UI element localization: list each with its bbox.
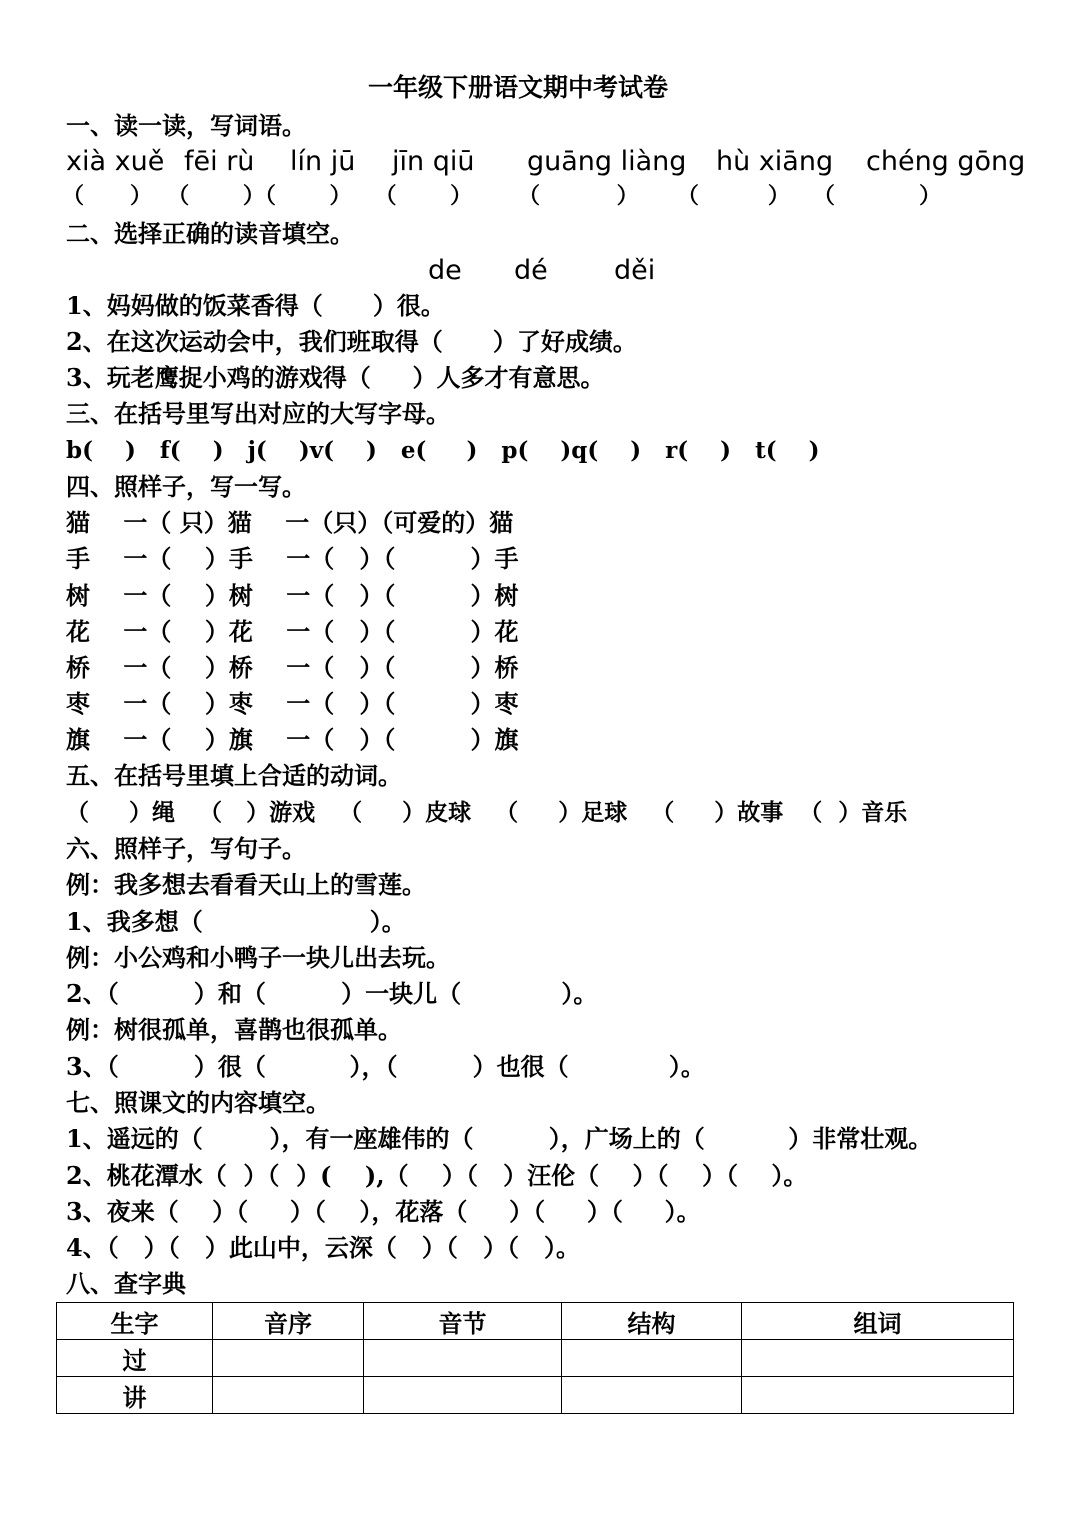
- header-cell: 组词: [742, 1303, 1014, 1340]
- fill-item: 4、（ ）（ ）此山中，云深（ ）（ ）（ ）。: [66, 1233, 581, 1262]
- section-3-heading: 三、在括号里写出对应的大写字母。: [66, 399, 450, 428]
- header-cell: 音节: [364, 1303, 562, 1340]
- section-2-heading: 二、选择正确的读音填空。: [66, 219, 354, 248]
- option-dei: děi: [614, 255, 656, 286]
- pinyin-word: xià xuě: [66, 146, 165, 177]
- example-row: 猫 一（ 只）猫 一（只）（可爱的）猫: [66, 508, 514, 537]
- character-cell: 讲: [57, 1377, 213, 1414]
- verbs-row: （ ）绳 （ ）游戏 （ ）皮球 （ ）足球 （ ）故事 （ ）音乐: [66, 799, 908, 826]
- practice-row: 枣 一（ ）枣 一（ ）（ ）枣: [66, 689, 519, 718]
- question-item: 3、玩老鹰捉小鸡的游戏得（ ）人多才有意思。: [66, 363, 605, 392]
- fill-item: 2、桃花潭水（ ）（ ）( ),（ ）（ ）汪伦（ ）（ ）（ ）。: [66, 1161, 808, 1190]
- character-cell: 过: [57, 1340, 213, 1377]
- section-5-heading: 五、在括号里填上合适的动词。: [66, 761, 402, 790]
- fill-item: 3、夜来（ ）（ ）（ ），花落（ ）（ ）（ ）。: [66, 1197, 701, 1226]
- example-sentence: 例：我多想去看看天山上的雪莲。: [66, 870, 426, 899]
- pinyin-word: lín jū: [290, 146, 356, 177]
- table-row: [57, 1377, 1014, 1414]
- pinyin-word: chéng gōng: [866, 146, 1026, 177]
- question-item: 2、在这次运动会中，我们班取得（ ）了好成绩。: [66, 327, 637, 356]
- letters-row: b( ) f( ) j( )v( ) e( ) p( )q( ) r( ) t( ): [66, 437, 820, 464]
- answer-cell[interactable]: [562, 1377, 742, 1414]
- pinyin-word: guāng liàng: [527, 146, 687, 177]
- header-cell: 结构: [562, 1303, 742, 1340]
- pinyin-word: jīn qiū: [392, 146, 475, 177]
- table-header-row: [57, 1303, 1014, 1340]
- sentence-item: 3、（ ）很（ ），（ ）也很（ ）。: [66, 1052, 705, 1081]
- table-row: [57, 1340, 1014, 1377]
- option-de2: dé: [514, 255, 548, 286]
- practice-row: 花 一（ ）花 一（ ）（ ）花: [66, 617, 519, 646]
- answer-cell[interactable]: [213, 1340, 364, 1377]
- answer-cell[interactable]: [364, 1340, 562, 1377]
- fill-item: 1、遥远的（ ），有一座雄伟的（ ），广场上的（ ）非常壮观。: [66, 1124, 933, 1153]
- practice-row: 旗 一（ ）旗 一（ ）（ ）旗: [66, 725, 519, 754]
- example-sentence: 例：小公鸡和小鸭子一块儿出去玩。: [66, 943, 450, 972]
- example-sentence: 例：树很孤单，喜鹊也很孤单。: [66, 1015, 402, 1044]
- section-7-heading: 七、照课文的内容填空。: [66, 1088, 330, 1117]
- section-4-heading: 四、照样子，写一写。: [66, 472, 306, 501]
- practice-row: 树 一（ ）树 一（ ）（ ）树: [66, 581, 519, 610]
- answer-cell[interactable]: [562, 1340, 742, 1377]
- answer-cell[interactable]: [213, 1377, 364, 1414]
- sentence-item: 1、我多想（ ）。: [66, 907, 406, 936]
- question-item: 1、妈妈做的饭菜香得（ ）很。: [66, 291, 445, 320]
- answer-cell[interactable]: [742, 1377, 1014, 1414]
- answer-cell[interactable]: [364, 1377, 562, 1414]
- answer-cell[interactable]: [742, 1340, 1014, 1377]
- section-8-heading: 八、查字典: [66, 1269, 186, 1298]
- section-6-heading: 六、照样子，写句子。: [66, 834, 306, 863]
- section-1-heading: 一、读一读，写词语。: [66, 111, 306, 140]
- dictionary-table: [56, 1302, 1014, 1414]
- header-cell: 生字: [57, 1303, 213, 1340]
- page-title: 一年级下册语文期中考试卷: [368, 73, 669, 102]
- pinyin-word: fēi rù: [184, 146, 255, 177]
- sentence-item: 2、（ ）和（ ）一块儿（ ）。: [66, 979, 598, 1008]
- practice-row: 桥 一（ ）桥 一（ ）（ ）桥: [66, 653, 519, 682]
- practice-row: 手 一（ ）手 一（ ）（ ）手: [66, 544, 519, 573]
- header-cell: 音序: [213, 1303, 364, 1340]
- answer-blanks-row[interactable]: （ ） （ ）（ ） （ ） （ ） （ ） （ ）: [62, 183, 942, 209]
- option-de: de: [428, 255, 462, 286]
- pinyin-word: hù xiāng: [716, 146, 834, 177]
